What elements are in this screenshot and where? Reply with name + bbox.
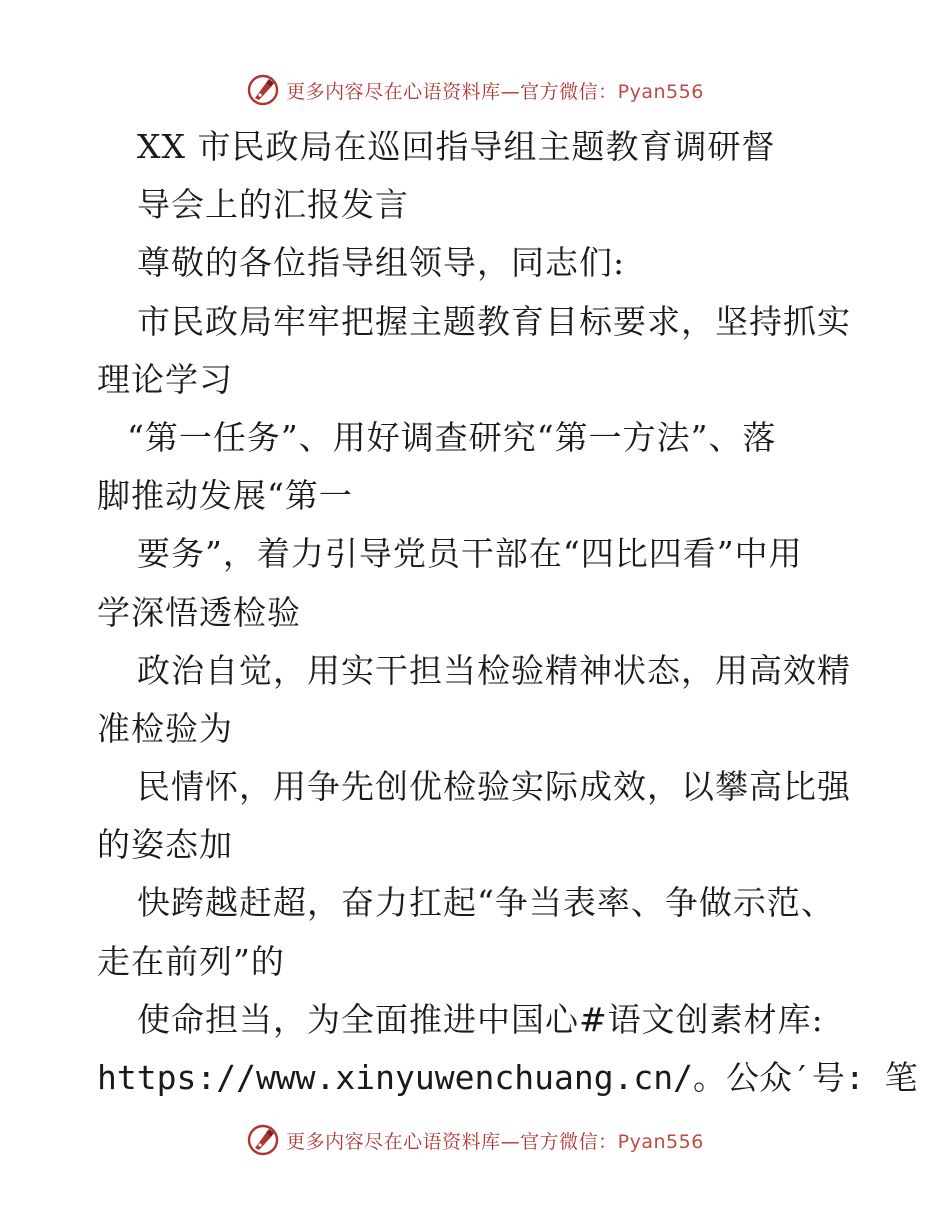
body-line: 快跨越赶超，奋力扛起“争当表率、争做示范、	[137, 883, 835, 923]
url-line: https://www.xinyuwenchuang.cn/。公众′号: 笔	[97, 1058, 918, 1097]
banner-label: 更多内容尽在心语资料库—官方微信：	[286, 80, 618, 103]
body-line: 理论学习	[97, 359, 233, 399]
body-line: 市民政局牢牢把握主题教育目标要求，坚持抓实	[137, 301, 851, 341]
body-line: 政治自觉，用实干担当检验精神状态，用高效精	[137, 650, 851, 690]
salutation-line: 尊敬的各位指导组领导，同志们:	[137, 243, 626, 283]
body-line: 学深悟透检验	[97, 592, 301, 632]
banner-text	[286, 77, 704, 104]
body-line: 民情怀，用争先创优检验实际成效，以攀高比强	[137, 767, 851, 807]
footer-banner	[0, 1120, 950, 1160]
body-line: 要务”，着力引导党员干部在“四比四看”中用	[137, 534, 803, 574]
banner-text	[286, 1127, 704, 1154]
banner-wechat-id: Pyan556	[617, 1130, 704, 1153]
body-line: 脚推动发展“第一	[97, 476, 353, 516]
body-line: “第一任务”、用好调查研究“第一方法”、落	[127, 417, 777, 457]
document-title-line-1: XX 市民政局在巡回指导组主题教育调研督	[137, 127, 776, 166]
pen-nib-logo-icon	[246, 1123, 280, 1157]
banner-wechat-id: Pyan556	[617, 80, 704, 103]
body-line: 的姿态加	[97, 825, 233, 865]
banner-label: 更多内容尽在心语资料库—官方微信：	[286, 1130, 618, 1153]
body-line: 走在前列”的	[97, 941, 285, 981]
pen-nib-logo-icon	[246, 73, 280, 107]
body-line: 使命担当，为全面推进中国心#语文创素材库:	[137, 999, 824, 1039]
header-banner	[0, 70, 950, 110]
document-body	[97, 118, 918, 1107]
body-line: 准检验为	[97, 708, 233, 748]
document-title-line-2: 导会上的汇报发言	[137, 185, 409, 225]
